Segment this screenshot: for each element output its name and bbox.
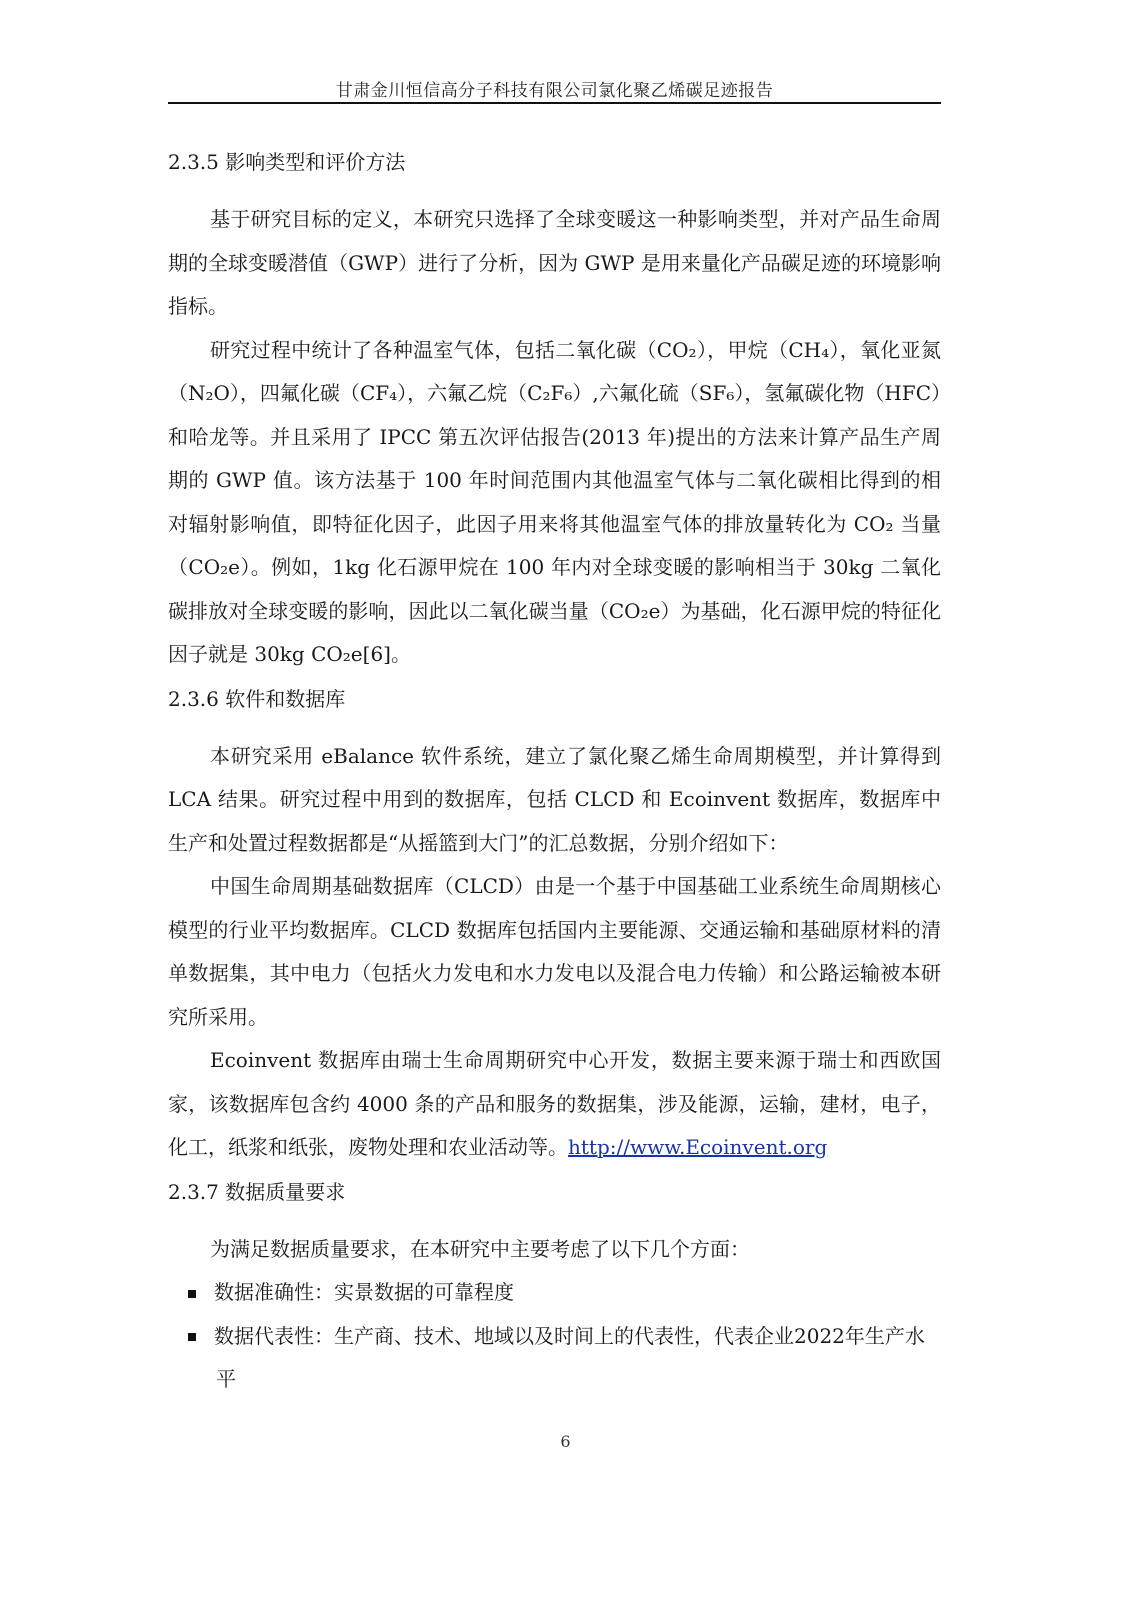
paragraph: 基于研究目标的定义，本研究只选择了全球变暖这一种影响类型，并对产品生命周期的全球变暖潜值（GWP）进行了分析，因为 GWP 是用来量化产品碳足迹的环境影响指标。 bbox=[168, 207, 941, 318]
list-item bbox=[168, 1271, 941, 1315]
paragraph: 研究过程中统计了各种温室气体，包括二氧化碳（CO₂），甲烷（CH₄），氧化亚氮（N₂O），四氟化碳（CF₄），六氟乙烷（C₂F₆）,六氟化硫（SF₆），氢氟碳化物（HFC）和哈龙等。并且采用了 IPCC 第五次评估报告(2013 年)提出的方法来计算产品生产周期的 GWP 值。该方法基于 100 年时间范围内其他温室气体与二氧化碳相比得到的相对辐射影响值，即特征化因子，此因子用来将其他温室气体的排放量转化为 CO₂ 当量（CO₂e）。例如，1kg 化石源甲烷在 100 年内对全球变暖的影响相当于 30kg 二氧化碳排放对全球变暖的影响，因此以二氧化碳当量（CO₂e）为基础，化石源甲烷的特征化因子就是 30kg CO₂e[6]。 bbox=[168, 337, 941, 666]
section-heading-2-3-6: 2.3.6 软件和数据库 bbox=[168, 686, 346, 711]
paragraph: 为满足数据质量要求，在本研究中主要考虑了以下几个方面： bbox=[210, 1236, 750, 1261]
running-header: 甘肃金川恒信高分子科技有限公司氯化聚乙烯碳足迹报告 bbox=[335, 81, 774, 101]
paragraph-text: Ecoinvent 数据库由瑞士生命周期研究中心开发，数据主要来源于瑞士和西欧国家，该数据库包含约 4000 条的产品和服务的数据集，涉及能源，运输，建材，电子，化工，纸浆和纸张，废物处理和农业活动等。 bbox=[168, 1048, 941, 1159]
list-item-text: 数据准确性：实景数据的可靠程度 bbox=[214, 1280, 514, 1304]
section-heading-2-3-7: 2.3.7 数据质量要求 bbox=[168, 1179, 346, 1204]
document-body bbox=[168, 140, 941, 1402]
square-bullet-icon bbox=[188, 1290, 196, 1298]
list-item bbox=[168, 1315, 941, 1402]
paragraph: 中国生命周期基础数据库（CLCD）由是一个基于中国基础工业系统生命周期核心模型的行业平均数据库。CLCD 数据库包括国内主要能源、交通运输和基础原材料的清单数据集，其中电力（包括火力发电和水力发电以及混合电力传输）和公路运输被本研究所采用。 bbox=[168, 874, 941, 1029]
list-item-text: 数据代表性：生产商、技术、地域以及时间上的代表性，代表企业2022年生产水平 bbox=[214, 1323, 925, 1391]
section-heading-2-3-5: 2.3.5 影响类型和评价方法 bbox=[168, 150, 406, 174]
ecoinvent-link[interactable]: http://www.Ecoinvent.org bbox=[568, 1135, 828, 1159]
square-bullet-icon bbox=[188, 1333, 196, 1341]
paragraph: 本研究采用 eBalance 软件系统，建立了氯化聚乙烯生命周期模型，并计算得到 LCA 结果。研究过程中用到的数据库，包括 CLCD 和 Ecoinvent 数据库，数据库中生产和处置过程数据都是“从摇篮到大门”的汇总数据，分别介绍如下： bbox=[168, 743, 941, 855]
header-divider bbox=[168, 102, 941, 104]
paragraph-ecoinvent bbox=[168, 1039, 941, 1170]
page-number: 6 bbox=[560, 1432, 571, 1451]
